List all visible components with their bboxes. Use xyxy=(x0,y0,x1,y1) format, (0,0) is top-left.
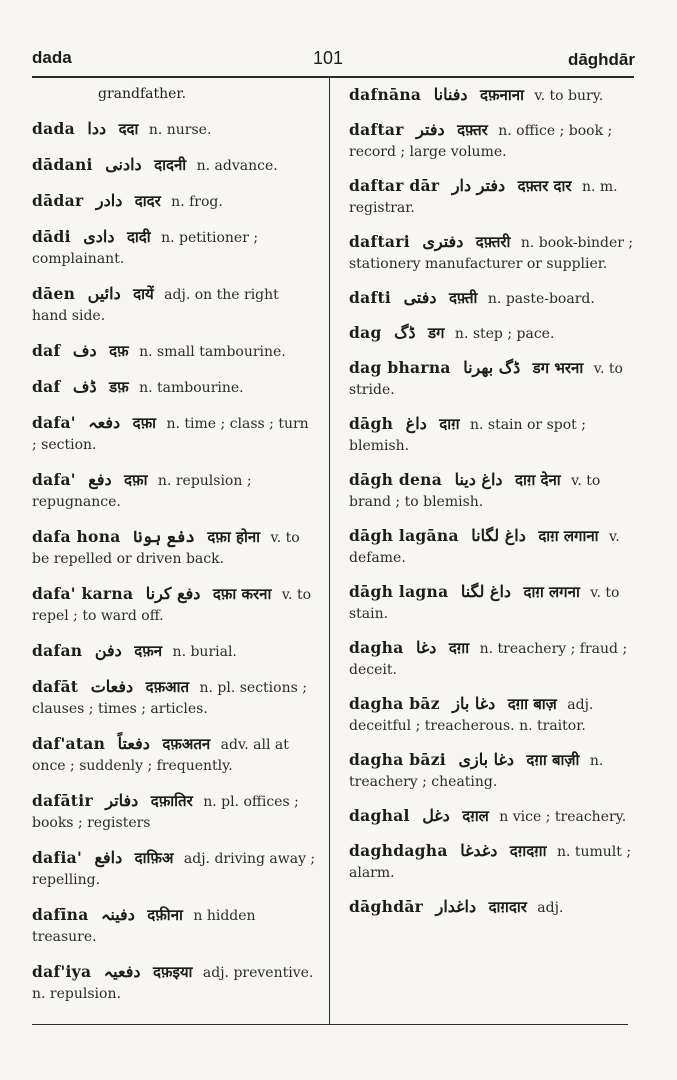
dictionary-entry xyxy=(32,790,316,834)
definition: v. to stride. xyxy=(349,361,623,398)
dictionary-entry xyxy=(32,283,316,327)
devanagari-script: दायें xyxy=(133,285,154,303)
urdu-script: دادنی xyxy=(105,155,142,174)
devanagari-script: दाग़दार xyxy=(488,898,527,916)
urdu-script: دادی xyxy=(83,227,115,246)
dictionary-entry xyxy=(349,231,639,275)
devanagari-script: डग xyxy=(427,324,445,342)
definition: v. to be repelled or driven back. xyxy=(32,530,300,567)
dictionary-entry xyxy=(349,357,639,401)
definition: n hidden treasure. xyxy=(32,908,256,945)
dictionary-entry xyxy=(349,287,639,310)
right-column xyxy=(349,84,639,931)
urdu-script: دفع کرنا xyxy=(145,584,201,603)
definition: v. to bury. xyxy=(534,88,604,104)
definition: n. burial. xyxy=(172,644,237,660)
devanagari-script: दादनी xyxy=(154,156,187,174)
devanagari-script: दफ़्ती xyxy=(448,289,478,307)
dictionary-entry xyxy=(349,896,639,919)
definition: n. repulsion ; repugnance. xyxy=(32,473,252,510)
definition: v. to repel ; to ward off. xyxy=(32,587,312,624)
definition: n. tumult ; alarm. xyxy=(349,844,632,881)
urdu-script: دغا باز xyxy=(452,694,496,713)
dictionary-entry xyxy=(32,640,316,663)
headword: daghal xyxy=(349,806,410,825)
headword: dafa' xyxy=(32,470,76,489)
definition: adj. on the right hand side. xyxy=(32,287,279,324)
definition: v. to brand ; to blemish. xyxy=(349,473,601,510)
headword: daftar dār xyxy=(349,176,440,195)
urdu-script: دغا بازی xyxy=(458,750,514,769)
urdu-script: دفع ہونا xyxy=(133,527,195,546)
dictionary-entry xyxy=(32,733,316,777)
headword: dafa' xyxy=(32,413,76,432)
dictionary-entry xyxy=(32,583,316,627)
dictionary-entry xyxy=(32,376,316,399)
urdu-script: دفنانا xyxy=(433,85,468,104)
headword: dādi xyxy=(32,227,71,246)
devanagari-script: दफ़इया xyxy=(152,963,193,981)
headword: dāgh lagāna xyxy=(349,526,459,545)
devanagari-script: दग़ा बाज़ी xyxy=(526,751,580,769)
devanagari-script: दग़ा बाज़ xyxy=(507,695,557,713)
dictionary-entry xyxy=(349,693,639,737)
definition: n vice ; treachery. xyxy=(499,809,627,825)
urdu-script: دف xyxy=(72,341,97,360)
devanagari-script: डग भरना xyxy=(532,359,584,377)
right-running-headword: dāghdār xyxy=(567,50,635,69)
definition: n. pl. offices ; books ; registers xyxy=(32,794,299,831)
urdu-script: دادر xyxy=(95,191,123,210)
urdu-script: ڈف xyxy=(72,377,97,396)
definition: n. book-binder ; stationery manufacturer or supplier. xyxy=(349,235,634,272)
devanagari-script: दादी xyxy=(126,228,151,246)
dictionary-entry xyxy=(349,84,639,107)
left-running-headword: dada xyxy=(32,48,72,67)
dictionary-entry xyxy=(32,961,316,1005)
column-divider xyxy=(329,78,330,1025)
devanagari-script: ददा xyxy=(118,120,139,138)
headword: dāen xyxy=(32,284,76,303)
dictionary-entry xyxy=(32,118,316,141)
headword: dāghdār xyxy=(349,897,424,916)
definition: adj. xyxy=(537,900,564,916)
dictionary-entry xyxy=(32,469,316,513)
headword: dafāt xyxy=(32,677,79,696)
urdu-script: دغل xyxy=(422,806,450,825)
dictionary-entry xyxy=(32,904,316,948)
dictionary-entry xyxy=(32,526,316,570)
urdu-script: دائیں xyxy=(87,284,121,303)
urdu-script: ڈگ xyxy=(394,323,416,342)
dictionary-entry xyxy=(32,676,316,720)
headword: dagha bāzi xyxy=(349,750,446,769)
headword: dafa' karna xyxy=(32,584,134,603)
dictionary-entry xyxy=(349,805,639,828)
devanagari-script: दफ़न xyxy=(134,642,163,660)
urdu-script: دفعیہ xyxy=(103,962,141,981)
devanagari-script: डफ़ xyxy=(109,378,129,396)
headword: dafātir xyxy=(32,791,93,810)
definition: n. treachery ; fraud ; deceit. xyxy=(349,641,628,678)
devanagari-script: दफ़ xyxy=(109,342,129,360)
headword: daftari xyxy=(349,232,410,251)
headword: dag bharna xyxy=(349,358,451,377)
footer-rule xyxy=(32,1024,628,1025)
urdu-script: دفعہ xyxy=(88,413,121,432)
dictionary-entry xyxy=(349,840,639,884)
header-rule xyxy=(32,76,634,78)
urdu-script: دفتری xyxy=(422,232,464,251)
headword: dafan xyxy=(32,641,83,660)
devanagari-script: दग़ल xyxy=(462,807,489,825)
urdu-script: دفینہ xyxy=(101,905,135,924)
urdu-script: دفعات xyxy=(90,677,134,696)
headword: dafīna xyxy=(32,905,89,924)
headword: daf'iya xyxy=(32,962,92,981)
dictionary-entry xyxy=(349,749,639,793)
devanagari-script: दफ़नाना xyxy=(480,86,524,104)
dictionary-entry xyxy=(32,412,316,456)
dictionary-entry xyxy=(32,847,316,891)
urdu-script: دفتی xyxy=(403,288,437,307)
devanagari-script: दफ़्तर xyxy=(457,121,488,139)
devanagari-script: दग़दग़ा xyxy=(509,842,547,860)
urdu-script: دفع xyxy=(88,470,112,489)
urdu-script: داغ لگنا xyxy=(460,582,512,601)
headword: dafti xyxy=(349,288,392,307)
urdu-script: داغ xyxy=(405,414,427,433)
devanagari-script: दाग़ xyxy=(439,415,460,433)
definition: n. paste-board. xyxy=(487,291,595,307)
headword: dāgh lagna xyxy=(349,582,449,601)
devanagari-script: दफ़ातिर xyxy=(150,792,193,810)
devanagari-script: दफ़ा करना xyxy=(212,585,272,603)
urdu-script: دفعتاً xyxy=(117,734,150,753)
page-header xyxy=(0,44,677,74)
devanagari-script: दाग़ लगाना xyxy=(538,527,599,545)
dictionary-entry xyxy=(32,154,316,177)
urdu-script: ددا xyxy=(87,119,107,138)
devanagari-script: दफ़ीना xyxy=(147,906,183,924)
definition: n. stain or spot ; blemish. xyxy=(349,417,586,454)
headword: dāgh xyxy=(349,414,394,433)
dictionary-entry xyxy=(349,119,639,163)
urdu-script: دفاتر xyxy=(105,791,139,810)
urdu-script: داغدار xyxy=(435,897,477,916)
devanagari-script: दफ़्तर दार xyxy=(517,177,572,195)
definition: n. nurse. xyxy=(148,122,212,138)
urdu-script: دفتر xyxy=(416,120,445,139)
dictionary-entry xyxy=(349,175,639,219)
devanagari-script: दाग़ लगना xyxy=(523,583,580,601)
dictionary-entry xyxy=(349,413,639,457)
headword: daghdagha xyxy=(349,841,448,860)
headword: dādar xyxy=(32,191,84,210)
devanagari-script: दादर xyxy=(134,192,161,210)
headword: dagha xyxy=(349,638,404,657)
devanagari-script: दाग़ देना xyxy=(514,471,561,489)
headword: dāgh dena xyxy=(349,470,443,489)
page-number: 101 xyxy=(313,48,344,68)
devanagari-script: दफ़अतन xyxy=(162,735,211,753)
continuation-text: grandfather. xyxy=(98,86,187,102)
definition: n. office ; book ; record ; large volume. xyxy=(349,123,613,160)
devanagari-script: दफ़आत xyxy=(145,678,190,696)
definition: adv. all at once ; suddenly ; frequently. xyxy=(32,737,289,774)
headword: dafnāna xyxy=(349,85,422,104)
definition: n. time ; class ; turn ; section. xyxy=(32,416,309,453)
definition: v. to stain. xyxy=(349,585,620,622)
urdu-script: دافع xyxy=(94,848,123,867)
headword: dag xyxy=(349,323,382,342)
definition: v. defame. xyxy=(349,529,620,566)
devanagari-script: दफ़ा xyxy=(132,414,157,432)
definition: n. tambourine. xyxy=(139,380,244,396)
definition: adj. deceitful ; treacherous. n. traitor. xyxy=(349,697,594,734)
urdu-script: ڈگ بھرنا xyxy=(463,358,521,377)
headword: dafa hona xyxy=(32,527,121,546)
headword: dagha bāz xyxy=(349,694,440,713)
headword: daf'atan xyxy=(32,734,106,753)
headword: dādani xyxy=(32,155,93,174)
urdu-script: دفتر دار xyxy=(451,176,506,195)
devanagari-script: दफ़ा होना xyxy=(207,528,261,546)
devanagari-script: दाफ़िअ xyxy=(134,849,174,867)
headword: daftar xyxy=(349,120,404,139)
devanagari-script: दफ़ा xyxy=(124,471,148,489)
headword: daf xyxy=(32,377,61,396)
urdu-script: دفن xyxy=(94,641,122,660)
urdu-script: دغدغا xyxy=(460,841,498,860)
urdu-script: داغ دینا xyxy=(454,470,503,489)
definition: n. petitioner ; complainant. xyxy=(32,230,259,267)
devanagari-script: दफ़्तरी xyxy=(475,233,511,251)
dictionary-entry xyxy=(349,469,639,513)
urdu-script: داغ لگانا xyxy=(471,526,526,545)
definition: adj. driving away ; repelling. xyxy=(32,851,316,888)
definition: n. small tambourine. xyxy=(139,344,286,360)
definition: n. frog. xyxy=(171,194,223,210)
definition: n. treachery ; cheating. xyxy=(349,753,604,790)
definition: adj. preventive. n. repulsion. xyxy=(32,965,314,1002)
devanagari-script: दग़ा xyxy=(448,639,470,657)
headword: daf xyxy=(32,341,61,360)
urdu-script: دغا xyxy=(416,638,437,657)
left-column xyxy=(32,84,316,1018)
dictionary-entry xyxy=(32,226,316,270)
dictionary-entry xyxy=(32,190,316,213)
definition: n. pl. sections ; clauses ; times ; articles. xyxy=(32,680,307,717)
definition: n. step ; pace. xyxy=(454,326,555,342)
dictionary-entry xyxy=(32,340,316,363)
headword: dafia' xyxy=(32,848,83,867)
headword: dada xyxy=(32,119,75,138)
definition: n. m. registrar. xyxy=(349,179,618,216)
dictionary-entry xyxy=(349,322,639,345)
dictionary-entry xyxy=(349,525,639,569)
dictionary-entry xyxy=(349,637,639,681)
definition: n. advance. xyxy=(196,158,278,174)
dictionary-entry xyxy=(349,581,639,625)
